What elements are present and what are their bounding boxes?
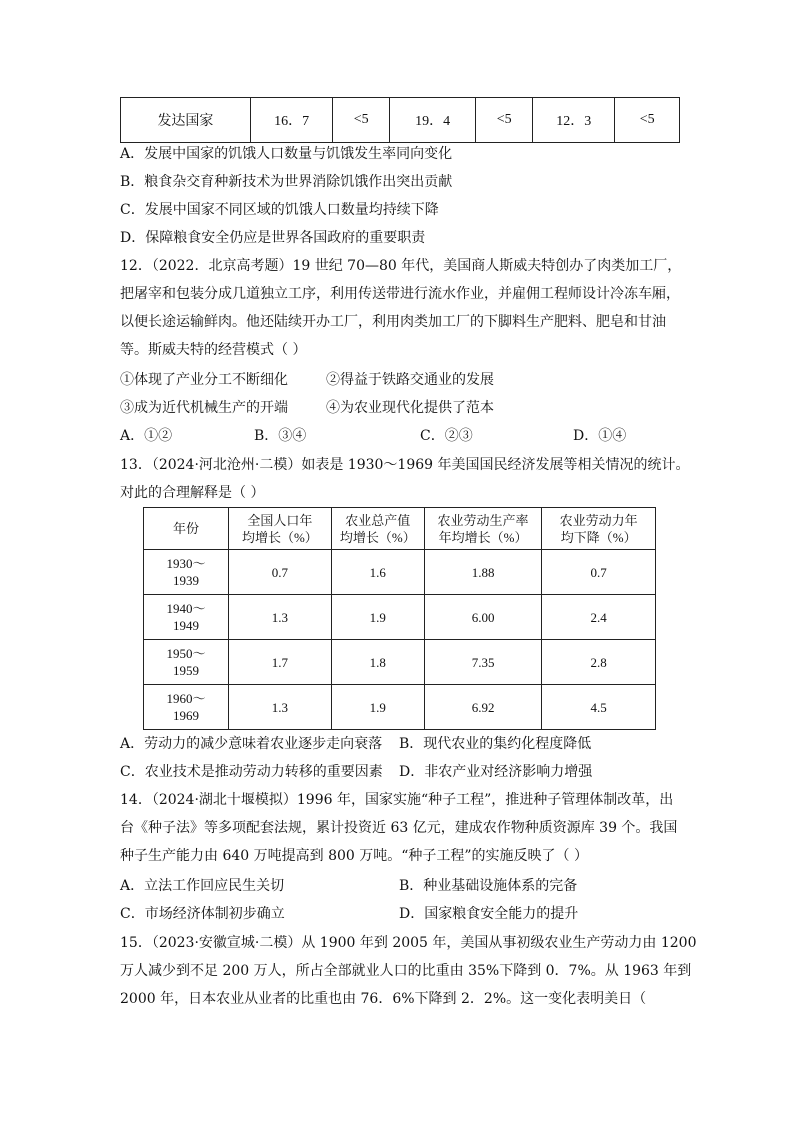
table-header: [228, 508, 331, 550]
header-text: 农业总产值: [345, 512, 411, 528]
q15-stem-line: 万人减少到不足 200 万人，所占全部就业人口的比重由 35%下降到 0．7%。从 1963 年到: [120, 963, 692, 979]
table-cell: 2.4: [542, 595, 656, 640]
table-cell: [144, 640, 229, 685]
table-cell: 4.5: [542, 685, 656, 730]
table-cell: 12．3: [532, 98, 614, 143]
year-text: 1960～: [166, 691, 206, 706]
table-row: [144, 685, 656, 730]
hunger-table: [120, 97, 680, 143]
year-text: 1940～: [166, 601, 206, 616]
table-cell: [144, 685, 229, 730]
table-row: [121, 98, 680, 143]
table-cell: 0.7: [542, 550, 656, 595]
table-header: [424, 508, 542, 550]
q11-option-a: A．发展中国家的饥饿人口数量与饥饿发生率同向变化: [120, 146, 453, 162]
q12-stem-line: 12．（2022．北京高考题）19 世纪 70—80 年代，美国商人斯威夫特创办了肉类加工厂，: [120, 258, 682, 274]
q13-option-c: C．农业技术是推动劳动力转移的重要因素: [120, 764, 383, 780]
q11-option-c: C．发展中国家不同区域的饥饿人口数量均持续下降: [120, 202, 439, 218]
table-header: [542, 508, 656, 550]
year-text: 1969: [172, 708, 199, 723]
table-cell: 1.8: [331, 640, 424, 685]
table-cell: 1.9: [331, 685, 424, 730]
table-cell: 6.00: [424, 595, 542, 640]
table-header-row: [144, 508, 656, 550]
table-row: [144, 595, 656, 640]
table-cell: 16．7: [250, 98, 332, 143]
q12-stem-line: 把屠宰和包装分成几道独立工序，利用传送带进行流水作业，并雇佣工程师设计冷冻车厢，: [120, 286, 680, 302]
q11-option-b: B．粮食杂交育种新技术为世界消除饥饿作出突出贡献: [120, 174, 453, 190]
q14-option-b: B．种业基础设施体系的完备: [399, 878, 578, 894]
q13-option-b: B．现代农业的集约化程度降低: [399, 736, 592, 752]
q12-statement: ③成为近代机械生产的开端: [120, 400, 288, 416]
q12-statement: ①体现了产业分工不断细化: [120, 372, 288, 388]
q14-stem-line: 种子生产能力由 640 万吨提高到 800 万吨。“种子工程”的实施反映了（ ）: [120, 848, 589, 864]
table-cell: 7.35: [424, 640, 542, 685]
q13-stem-line: 13．（2024·河北沧州·二模）如表是 1930～1969 年美国国民经济发展等相关情况的统计。: [120, 457, 690, 473]
table-cell: 0.7: [228, 550, 331, 595]
table-cell: 1.3: [228, 595, 331, 640]
q12-statement: ②得益于铁路交通业的发展: [326, 372, 494, 388]
q12-statement: ④为农业现代化提供了范本: [326, 400, 494, 416]
header-text: 年份: [172, 521, 199, 536]
q14-stem-line: 14．（2024·湖北十堰模拟）1996 年，国家实施“种子工程”，推进种子管理体制改革，出: [120, 792, 674, 808]
q11-option-d: D．保障粮食安全仍应是世界各国政府的重要职责: [120, 230, 426, 246]
header-text: 农业劳动力年: [559, 512, 638, 528]
table-header: [144, 508, 229, 550]
table-cell: [144, 550, 229, 595]
table-cell: <5: [615, 98, 680, 143]
q14-option-a: A．立法工作回应民生关切: [120, 878, 285, 894]
table-cell: 1.9: [331, 595, 424, 640]
header-text: 均下降（%）: [560, 529, 637, 545]
us-economy-table: [143, 507, 656, 730]
q14-option-d: D．国家粮食安全能力的提升: [399, 906, 579, 922]
q12-option-a: A．①②: [120, 428, 173, 444]
table-cell: 1.3: [228, 685, 331, 730]
table-cell: 1.6: [331, 550, 424, 595]
table-cell: [144, 595, 229, 640]
q12-stem-line: 以便长途运输鲜肉。他还陆续开办工厂，利用肉类加工厂的下脚料生产肥料、肥皂和甘油: [120, 314, 666, 330]
q14-stem-line: 台《种子法》等多项配套法规，累计投资近 63 亿元，建成农作物种质资源库 39 个。我国: [120, 820, 678, 836]
table-row: [144, 550, 656, 595]
header-text: 农业劳动生产率: [437, 512, 529, 528]
q12-option-d: D．①④: [573, 428, 627, 444]
table-cell: 19．4: [389, 98, 475, 143]
header-text: 均增长（%）: [241, 529, 318, 545]
q15-stem-line: 15．（2023·安徽宣城·二模）从 1900 年到 2005 年，美国从事初级农业生产劳动力由 1200: [120, 935, 697, 951]
table-row: [144, 640, 656, 685]
year-text: 1950～: [166, 646, 206, 661]
q12-option-b: B．③④: [254, 428, 307, 444]
year-text: 1930～: [166, 556, 206, 571]
q13-stem-line: 对此的合理解释是（ ）: [120, 485, 265, 501]
table-cell: 发达国家: [121, 98, 251, 143]
table-cell: 1.7: [228, 640, 331, 685]
table-cell: <5: [333, 98, 390, 143]
header-text: 全国人口年: [247, 512, 313, 528]
table-cell: <5: [476, 98, 533, 143]
q12-option-c: C．②③: [420, 428, 473, 444]
table-cell: 1.88: [424, 550, 542, 595]
table-cell: 6.92: [424, 685, 542, 730]
header-text: 年均增长（%）: [438, 529, 528, 545]
q15-stem-line: 2000 年，日本农业从业者的比重也由 76．6%下降到 2．2%。这一变化表明美日（: [120, 991, 647, 1007]
q14-option-c: C．市场经济体制初步确立: [120, 906, 285, 922]
table-cell: 2.8: [542, 640, 656, 685]
q12-stem-line: 等。斯威夫特的经营模式（ ）: [120, 342, 307, 358]
header-text: 均增长（%）: [339, 529, 416, 545]
q13-option-a: A．劳动力的减少意味着农业逐步走向衰落: [120, 736, 383, 752]
year-text: 1959: [172, 663, 199, 678]
q13-option-d: D．非农产业对经济影响力增强: [399, 764, 593, 780]
year-text: 1939: [172, 573, 199, 588]
table-header: [331, 508, 424, 550]
year-text: 1949: [172, 618, 199, 633]
